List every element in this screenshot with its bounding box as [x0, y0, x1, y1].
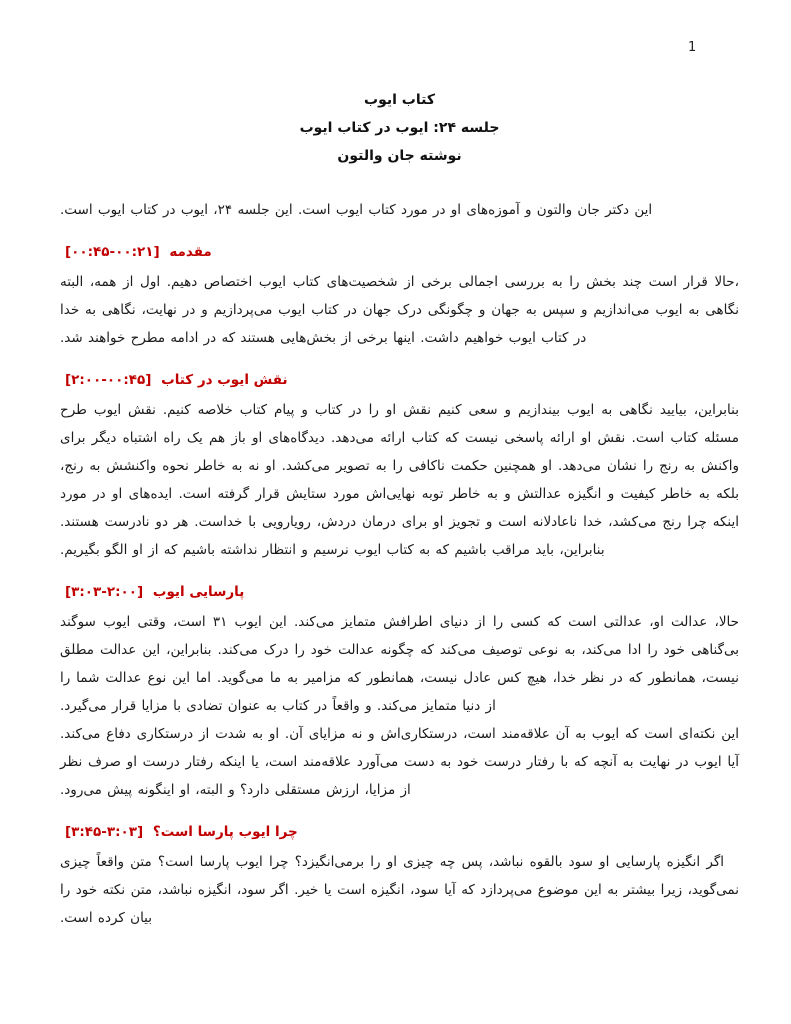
section-heading — [60, 818, 739, 846]
doc-title: کتاب ایوب — [364, 92, 435, 108]
section-title: مقدمه — [169, 244, 212, 260]
doc-author-line: نوشته جان والتون — [337, 148, 462, 164]
section-title: پارسایی ایوب — [152, 584, 245, 600]
section-heading — [60, 366, 739, 394]
body-paragraph: این نکته‌ای است که ایوب به آن علاقه‌مند است، درستکاری‌اش و نه مزایای آن. او به شدت از درستکاری دفاع می‌کند. آیا ایوب در نهایت به آنچه که با رفتار درست خود به دست می‌آورد علاقه‌مند است، یا اینکه رفتار درست او صرف نظر از مزایا، ارزش مستقلی دارد؟ و البته، او اینگونه پیش می‌رود. — [60, 726, 739, 798]
heading-timestamp: [۲:۰۰-۰۰:۴۵] — [65, 372, 152, 388]
section-job-role — [60, 366, 739, 564]
section-introduction — [60, 238, 739, 352]
section-heading — [60, 578, 739, 606]
body-paragraph: ،حالا قرار است چند بخش را به بررسی اجمالی برخی از شخصیت‌های کتاب ایوب اختصاص دهیم. اول از همه، البته نگاهی به ایوب می‌اندازیم و سپس به جهان و چگونگی درک جهان در کتاب ایوب می‌پردازیم و در نهایت، نگاهی به خدا در کتاب ایوب خواهیم داشت. اینها برخی از بخش‌هایی هستند که در ادامه مطرح خواهند شد. — [60, 274, 739, 346]
heading-timestamp: [۳:۰۳-۲:۰۰] — [65, 584, 144, 600]
page-number: 1 — [688, 40, 697, 55]
section-why-righteous — [60, 818, 739, 932]
heading-timestamp: [۰۰:۴۵-۰۰:۲۱] — [65, 244, 160, 260]
body-paragraph: بنابراین، بیایید نگاهی به ایوب بیندازیم و سعی کنیم نقش او را در کتاب و پیام کتاب خلاصه کنیم. نقش ایوب طرح مسئله کتاب است. نقش او ارائه پاسخی نیست که کتاب ارائه می‌دهد. دیدگاه‌های او باز هم یک راه اشتباه دیگر برای واکنش به رنج را نشان می‌دهد. او همچنین حکمت ناکافی را به تصویر می‌کشد. او نه به خاطر نحوه واکنشش به رنج، بلکه به خاطر کیفیت و انگیزه عدالتش و به خاطر توبه نهایی‌اش مورد ستایش قرار گرفته است. ایده‌های او در مورد اینکه چرا رنج می‌کشد، خدا ناعادلانه است و تجویز او برای درمان دردش، رویارویی با خداست. هر دو نادرست هستند. بنابراین، باید مراقب باشیم که به کتاب ایوب نرسیم و انتظار نداشته باشیم که از او الگو بگیریم. — [60, 402, 739, 558]
doc-session-line: جلسه ۲۴: ایوب در کتاب ایوب — [299, 120, 500, 136]
section-job-righteousness — [60, 578, 739, 804]
section-title: نقش ایوب در کتاب — [161, 372, 288, 388]
document-header — [60, 86, 739, 170]
intro-paragraph: این دکتر جان والتون و آموزه‌های او در مورد کتاب ایوب است. این جلسه ۲۴، ایوب در کتاب ایوب است. — [60, 202, 653, 218]
document-content — [60, 86, 739, 932]
section-title: چرا ایوب پارسا است؟ — [152, 824, 298, 840]
heading-timestamp: [۳:۴۵-۳:۰۳] — [65, 824, 144, 840]
body-paragraph: اگر انگیزه پارسایی او سود بالقوه نباشد، پس چه چیزی او را برمی‌انگیزد؟ چرا ایوب پارسا است؟ متن واقعاً چیزی نمی‌گوید، زیرا بیشتر به این موضوع می‌پردازد که آیا سود، انگیزه است یا خیر. اگر سود، انگیزه نباشد، متن نکته خود را بیان کرده است. — [60, 854, 739, 926]
section-heading — [60, 238, 739, 266]
body-paragraph: حالا، عدالت او، عدالتی است که کسی را از دنیای اطرافش متمایز می‌کند. این ایوب ۳۱ است، وقتی ایوب سوگند بی‌گناهی خود را ادا می‌کند، به نوعی توصیف می‌کند که چگونه عدالت خود را درک می‌کند. بنابراین، این عدالت مطلق نیست، همانطور که در نظر خدا، هیچ کس عادل نیست، همانطور که مزامیر به ما می‌گوید. اما این نوع عدالت شما را از دنیا متمایز می‌کند. و واقعاً در کتاب به عنوان تضادی با مزایا قرار می‌گیرد. — [60, 614, 740, 714]
